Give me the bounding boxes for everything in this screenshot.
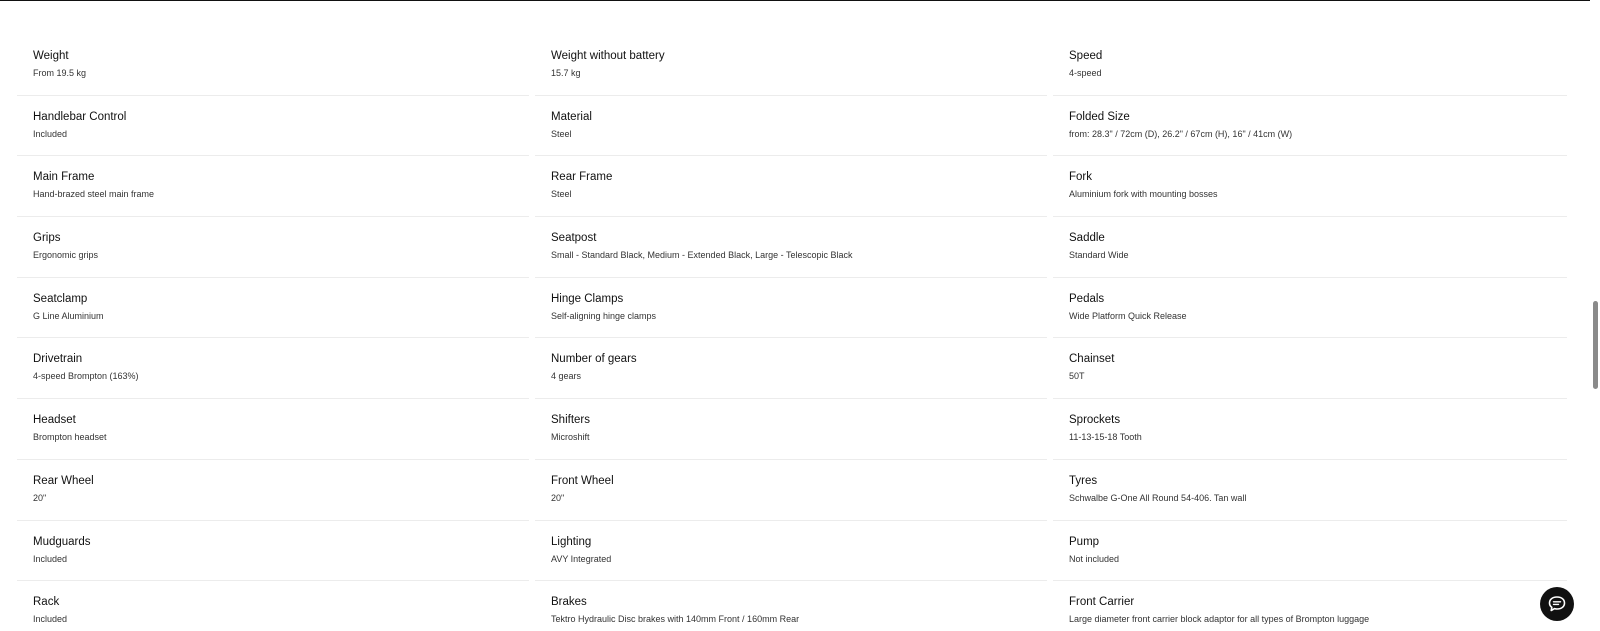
spec-value: Steel (551, 189, 572, 200)
spec-value: Steel (551, 128, 572, 139)
spec-label: Rear Frame (551, 171, 613, 184)
spec-label: Pump (1069, 535, 1100, 548)
spec-value: 4 gears (551, 371, 582, 382)
spec-value: 4-speed Brompton (163%) (33, 371, 139, 382)
spec-item (17, 96, 529, 157)
spec-value: Schwalbe G-One All Round 54-406. Tan wall (1069, 492, 1247, 503)
spec-value: Hand-brazed steel main frame (33, 189, 155, 200)
chat-button[interactable] (1540, 587, 1574, 621)
spec-item (1053, 96, 1567, 157)
spec-value: Microshift (551, 432, 590, 443)
spec-value: Brompton headset (33, 432, 107, 443)
spec-item (1053, 581, 1567, 631)
spec-label: Folded Size (1069, 110, 1130, 123)
spec-value: Aluminium fork with mounting bosses (1069, 189, 1218, 200)
spec-item (1053, 278, 1567, 339)
spec-item (535, 156, 1047, 217)
spec-label: Chainset (1069, 353, 1115, 366)
spec-item (1053, 338, 1567, 399)
spec-item (17, 278, 529, 339)
spec-label: Grips (33, 232, 61, 245)
spec-label: Tyres (1069, 474, 1098, 487)
spec-label: Lighting (551, 535, 592, 548)
spec-item (17, 35, 529, 96)
spec-value: Not included (1069, 553, 1120, 564)
spec-item (17, 581, 529, 631)
spec-label: Seatclamp (33, 292, 88, 305)
scrollbar-thumb[interactable] (1593, 301, 1598, 389)
spec-item (17, 217, 529, 278)
spec-value: 20" (551, 492, 565, 503)
spec-label: Weight without battery (551, 50, 665, 62)
spec-value: 4-speed (1069, 68, 1102, 78)
spec-value: Ergonomic grips (33, 250, 99, 261)
spec-label: Front Wheel (551, 474, 614, 487)
spec-item (17, 156, 529, 217)
spec-item (17, 521, 529, 582)
spec-label: Sprockets (1069, 414, 1121, 427)
spec-value: AVY Integrated (551, 553, 612, 564)
spec-item (535, 278, 1047, 339)
spec-item (17, 338, 529, 399)
spec-item (17, 460, 529, 521)
spec-item (535, 581, 1047, 631)
spec-label: Fork (1069, 171, 1092, 184)
spec-label: Rack (33, 596, 60, 609)
spec-label: Weight (33, 50, 69, 62)
spec-label: Drivetrain (33, 353, 83, 366)
spec-value: Large diameter front carrier block adaptor for all types of Brompton luggage (1069, 614, 1370, 625)
spec-grid (17, 35, 1573, 631)
spec-label: Number of gears (551, 353, 637, 366)
spec-value: G Line Aluminium (33, 310, 104, 321)
spec-value: Included (33, 128, 68, 139)
spec-value: Tektro Hydraulic Disc brakes with 140mm Front / 160mm Rear (551, 614, 800, 625)
spec-item (535, 338, 1047, 399)
spec-item (1053, 35, 1567, 96)
spec-item (1053, 217, 1567, 278)
spec-label: Headset (33, 414, 76, 427)
spec-item (1053, 399, 1567, 460)
spec-item (1053, 521, 1567, 582)
chat-bubble-icon (1547, 594, 1567, 614)
spec-label: Main Frame (33, 171, 95, 184)
spec-item (1053, 156, 1567, 217)
top-divider (0, 0, 1600, 1)
spec-value: Included (33, 614, 68, 625)
spec-label: Hinge Clamps (551, 292, 624, 305)
spec-value: from: 28.3" / 72cm (D), 26.2" / 67cm (H), 16" / 41cm (W) (1069, 128, 1293, 139)
spec-item (535, 35, 1047, 96)
spec-item (1053, 460, 1567, 521)
spec-value: Included (33, 553, 68, 564)
spec-value: 11-13-15-18 Tooth (1069, 432, 1142, 443)
spec-item (535, 96, 1047, 157)
spec-label: Mudguards (33, 535, 91, 548)
spec-label: Brakes (551, 596, 587, 609)
spec-label: Shifters (551, 414, 590, 427)
spec-label: Saddle (1069, 232, 1105, 245)
spec-item (535, 217, 1047, 278)
spec-value: Wide Platform Quick Release (1069, 310, 1187, 321)
spec-value: 20" (33, 492, 47, 503)
spec-label: Seatpost (551, 232, 597, 245)
spec-label: Pedals (1069, 292, 1105, 305)
spec-item (535, 521, 1047, 582)
spec-label: Material (551, 110, 592, 123)
spec-label: Handlebar Control (33, 110, 127, 123)
spec-item (535, 460, 1047, 521)
spec-item (17, 399, 529, 460)
spec-value: Self-aligning hinge clamps (551, 310, 657, 321)
spec-item (535, 399, 1047, 460)
spec-value: From 19.5 kg (33, 68, 87, 78)
spec-label: Front Carrier (1069, 596, 1135, 609)
spec-label: Rear Wheel (33, 474, 94, 487)
spec-label: Speed (1069, 50, 1103, 62)
spec-value: Small - Standard Black, Medium - Extended Black, Large - Telescopic Black (551, 250, 853, 261)
scrollbar[interactable] (1590, 0, 1600, 631)
spec-value: Standard Wide (1069, 250, 1129, 261)
spec-value: 15.7 kg (551, 68, 581, 78)
spec-value: 50T (1069, 371, 1085, 382)
